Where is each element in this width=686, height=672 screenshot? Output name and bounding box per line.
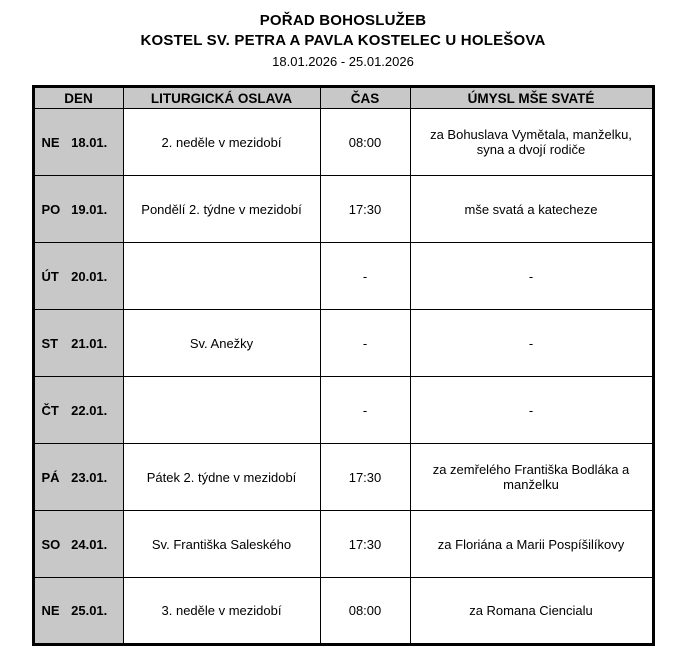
day-cell <box>33 243 123 310</box>
time-cell: 08:00 <box>320 578 410 645</box>
intention-cell: mše svatá a katecheze <box>410 176 653 243</box>
intention-cell: - <box>410 377 653 444</box>
table-header-row <box>33 87 653 109</box>
intention-cell: za Floriána a Marii Pospíšilíkovy <box>410 511 653 578</box>
day-cell <box>33 109 123 176</box>
time-cell: 17:30 <box>320 444 410 511</box>
day-abbr: NE <box>41 603 60 618</box>
day-cell <box>33 578 123 645</box>
table-row <box>33 109 653 176</box>
table-row <box>33 377 653 444</box>
day-abbr: ČT <box>41 402 59 418</box>
celebration-cell: 3. neděle v mezidobí <box>123 578 320 645</box>
day-abbr: SO <box>41 536 61 552</box>
page-subtitle: KOSTEL SV. PETRA A PAVLA KOSTELEC U HOLEŠOVA <box>140 32 546 49</box>
intention-cell: za Romana Ciencialu <box>410 578 653 645</box>
table-row <box>33 176 653 243</box>
time-cell: - <box>320 310 410 377</box>
day-date: 21.01. <box>71 335 108 351</box>
day-abbr: ST <box>41 335 59 351</box>
celebration-cell: Sv. Anežky <box>123 310 320 377</box>
day-date: 22.01. <box>71 402 108 418</box>
schedule-table <box>32 85 655 646</box>
time-cell: 17:30 <box>320 511 410 578</box>
date-range: 18.01.2026 - 25.01.2026 <box>272 54 414 69</box>
table-row <box>33 243 653 310</box>
day-cell <box>33 310 123 377</box>
day-cell <box>33 176 123 243</box>
celebration-cell <box>123 377 320 444</box>
celebration-cell: 2. neděle v mezidobí <box>123 109 320 176</box>
day-cell <box>33 377 123 444</box>
time-cell: - <box>320 243 410 310</box>
day-date: 24.01. <box>71 536 108 552</box>
table-row <box>33 578 653 645</box>
day-date: 20.01. <box>71 268 108 284</box>
document-header <box>0 12 686 69</box>
celebration-cell: Pátek 2. týdne v mezidobí <box>123 444 320 511</box>
table-row <box>33 310 653 377</box>
celebration-cell: Sv. Františka Saleského <box>123 511 320 578</box>
col-header-umysl-mse-svate: ÚMYSL MŠE SVATÉ <box>410 87 653 109</box>
day-abbr: ÚT <box>41 268 59 284</box>
day-cell <box>33 444 123 511</box>
day-abbr: PÁ <box>41 469 60 485</box>
col-header-liturgicka-oslava: LITURGICKÁ OSLAVA <box>123 87 320 109</box>
celebration-cell: Pondělí 2. týdne v mezidobí <box>123 176 320 243</box>
celebration-cell <box>123 243 320 310</box>
table-row <box>33 511 653 578</box>
day-abbr: NE <box>41 134 60 150</box>
time-cell: 17:30 <box>320 176 410 243</box>
day-date: 19.01. <box>71 201 108 217</box>
time-cell: - <box>320 377 410 444</box>
day-date: 25.01. <box>71 603 108 618</box>
intention-cell: - <box>410 243 653 310</box>
day-date: 18.01. <box>71 134 108 150</box>
intention-cell: - <box>410 310 653 377</box>
day-abbr: PO <box>41 201 61 217</box>
col-header-den: DEN <box>33 87 123 109</box>
day-date: 23.01. <box>71 469 108 485</box>
table-row <box>33 444 653 511</box>
intention-cell: za Bohuslava Vymětala, manželku, syna a dvojí rodiče <box>410 109 653 176</box>
col-header-cas: ČAS <box>320 87 410 109</box>
day-cell <box>33 511 123 578</box>
time-cell: 08:00 <box>320 109 410 176</box>
page-title: POŘAD BOHOSLUŽEB <box>259 12 427 29</box>
intention-cell: za zemřelého Františka Bodláka a manželku <box>410 444 653 511</box>
